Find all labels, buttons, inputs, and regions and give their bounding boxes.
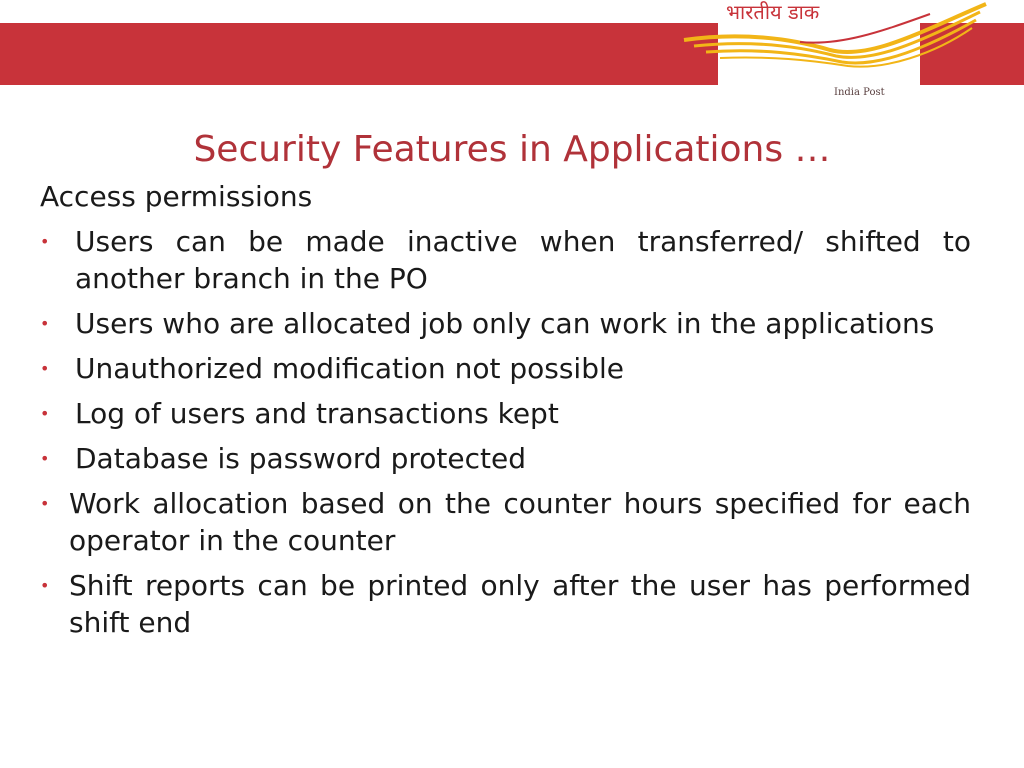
logo-english-text: India Post xyxy=(834,87,885,98)
bullet-item xyxy=(40,567,971,641)
bullet-icon: • xyxy=(40,449,50,468)
bullet-text: Shift reports can be printed only after the user has performed shift end xyxy=(69,569,971,639)
bullet-item xyxy=(40,223,971,297)
bullet-item xyxy=(40,395,971,432)
slide-title: Security Features in Applications … xyxy=(193,129,831,170)
bullet-icon: • xyxy=(40,494,50,513)
bullet-text: Unauthorized modification not possible xyxy=(75,352,624,385)
bullet-item xyxy=(40,305,971,342)
bullet-icon: • xyxy=(40,404,50,423)
section-heading: Access permissions xyxy=(40,180,313,213)
bullet-item xyxy=(40,350,971,387)
bullet-item xyxy=(40,485,971,559)
bullet-icon: • xyxy=(40,314,50,333)
bullet-text: Work allocation based on the counter hours specified for each operator in the counter xyxy=(69,487,971,557)
bullet-text: Users can be made inactive when transferred/ shifted to another branch in the PO xyxy=(75,225,971,295)
bullet-text: Log of users and transactions kept xyxy=(75,397,559,430)
bullet-item xyxy=(40,440,971,477)
bullet-text: Database is password protected xyxy=(75,442,526,475)
bullet-icon: • xyxy=(40,232,50,251)
logo-hindi-text: भारतीय डाक xyxy=(726,0,820,24)
bullet-icon: • xyxy=(40,576,50,595)
bullet-list xyxy=(40,223,971,649)
bullet-icon: • xyxy=(40,359,50,378)
bullet-text: Users who are allocated job only can work in the applications xyxy=(75,307,935,340)
